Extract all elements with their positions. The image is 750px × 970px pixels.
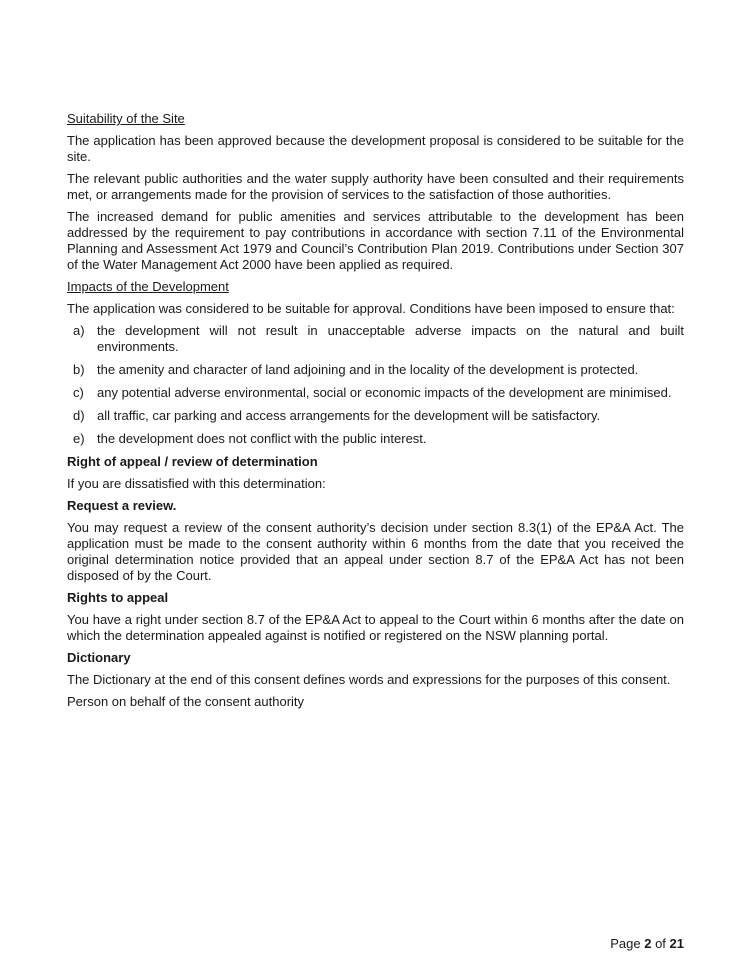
list-item: [67, 362, 684, 378]
list-item: [67, 385, 684, 401]
list-item-text: the development does not conflict with the public interest.: [97, 431, 427, 446]
list-marker: c): [73, 385, 84, 400]
page-current: 2: [644, 936, 652, 951]
list-marker: a): [73, 323, 85, 338]
list-item-text: all traffic, car parking and access arrangements for the development will be satisfactory.: [97, 408, 601, 423]
page-label: Page: [610, 936, 641, 951]
paragraph-rights: You have a right under section 8.7 of the EP&A Act to appeal to the Court within 6 months after the date on which the determination appealed against is notified or registered on the NSW planning portal.: [67, 612, 684, 643]
paragraph-suitability-3: The increased demand for public amenities and services attributable to the development has been addressed by the requirement to pay contributions in accordance with section 7.11 of the Environmental Planning and Assessment Act 1979 and Council’s Contribution Plan 2019. Contributions under Section 307 of the Water Management Act 2000 have been applied as required.: [67, 209, 684, 272]
list-item: [67, 431, 684, 447]
paragraph-dictionary: The Dictionary at the end of this consent defines words and expressions for the purposes of this consent.: [67, 672, 671, 687]
heading-review: Request a review.: [67, 498, 177, 513]
list-marker: e): [73, 431, 85, 446]
document-body: [67, 111, 684, 716]
list-item-text: the development will not result in unacceptable adverse impacts on the natural and built environments.: [97, 323, 684, 354]
impacts-list: [67, 323, 684, 447]
heading-appeal: Right of appeal / review of determination: [67, 454, 318, 469]
page-of-label: of: [655, 936, 666, 951]
list-item: [67, 408, 684, 424]
paragraph-impacts-intro: The application was considered to be suitable for approval. Conditions have been imposed to ensure that:: [67, 301, 675, 316]
heading-dictionary: Dictionary: [67, 650, 131, 665]
list-item: [67, 323, 684, 355]
list-item-text: any potential adverse environmental, social or economic impacts of the development are minimised.: [97, 385, 672, 400]
paragraph-appeal: If you are dissatisfied with this determination:: [67, 476, 326, 491]
heading-rights: Rights to appeal: [67, 590, 169, 605]
paragraph-suitability-1: The application has been approved because the development proposal is considered to be suitable for the site.: [67, 133, 684, 164]
list-item-text: the amenity and character of land adjoining and in the locality of the development is protected.: [97, 362, 639, 377]
page-total: 21: [669, 936, 684, 951]
paragraph-suitability-2: The relevant public authorities and the water supply authority have been consulted and their requirements met, or arrangements made for the provision of services to the satisfaction of those authorities.: [67, 171, 684, 202]
page-number: [610, 936, 684, 952]
list-marker: d): [73, 408, 85, 423]
heading-suitability: Suitability of the Site: [67, 111, 185, 126]
heading-impacts: Impacts of the Development: [67, 279, 229, 294]
signatory-label: Person on behalf of the consent authority: [67, 694, 305, 709]
list-marker: b): [73, 362, 85, 377]
paragraph-review: You may request a review of the consent authority’s decision under section 8.3(1) of the EP&A Act. The application must be made to the consent authority within 6 months from the date that you received the original determination notice provided that an appeal under section 8.7 of the EP&A Act has not been disposed of by the Court.: [67, 520, 684, 583]
